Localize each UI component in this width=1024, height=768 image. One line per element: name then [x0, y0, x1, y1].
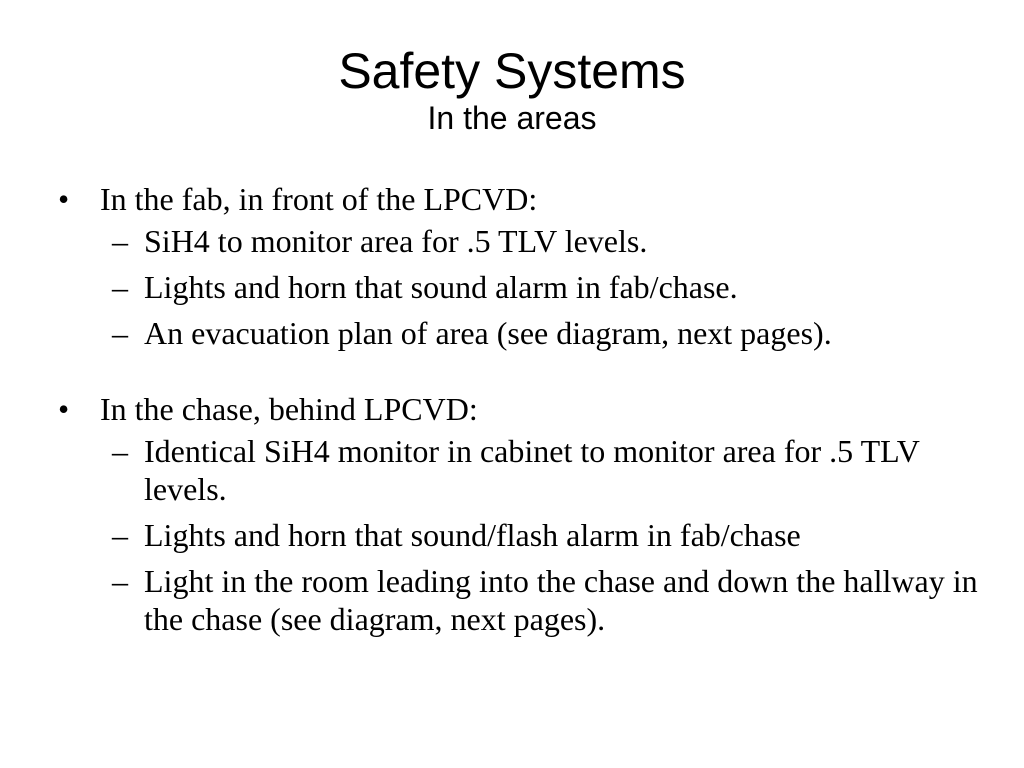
sub-item: [58, 432, 978, 508]
sub-item: [58, 314, 978, 352]
sub-item-text: Lights and horn that sound/flash alarm in fab/chase: [144, 517, 801, 553]
bullet-text: In the chase, behind LPCVD:: [100, 391, 478, 427]
dash-icon: –: [112, 517, 128, 553]
bullet-dot-icon: •: [58, 181, 70, 217]
bullet-item: [58, 180, 978, 218]
bullet-item: [58, 390, 978, 428]
sub-item: [58, 516, 978, 554]
sub-list: [58, 432, 978, 638]
dash-icon: –: [112, 269, 128, 305]
sub-item: [58, 562, 978, 638]
spacer: [58, 360, 978, 390]
sub-item-text: Light in the room leading into the chase and down the hallway in the chase (see diagram, next pages).: [144, 563, 978, 637]
slide-body: [58, 180, 978, 646]
sub-item-text: Lights and horn that sound alarm in fab/chase.: [144, 269, 738, 305]
title-block: [0, 42, 1024, 136]
dash-icon: –: [112, 563, 128, 599]
sub-item-text: SiH4 to monitor area for .5 TLV levels.: [144, 223, 648, 259]
dash-icon: –: [112, 433, 128, 469]
sub-item-text: Identical SiH4 monitor in cabinet to monitor area for .5 TLV levels.: [144, 433, 920, 507]
sub-list: [58, 222, 978, 352]
bullet-dot-icon: •: [58, 391, 70, 427]
sub-item: [58, 268, 978, 306]
sub-item: [58, 222, 978, 260]
dash-icon: –: [112, 223, 128, 259]
sub-item-text: An evacuation plan of area (see diagram, next pages).: [144, 315, 832, 351]
slide-subtitle: In the areas: [427, 100, 597, 136]
dash-icon: –: [112, 315, 128, 351]
slide-title: Safety Systems: [338, 43, 686, 99]
bullet-text: In the fab, in front of the LPCVD:: [100, 181, 538, 217]
